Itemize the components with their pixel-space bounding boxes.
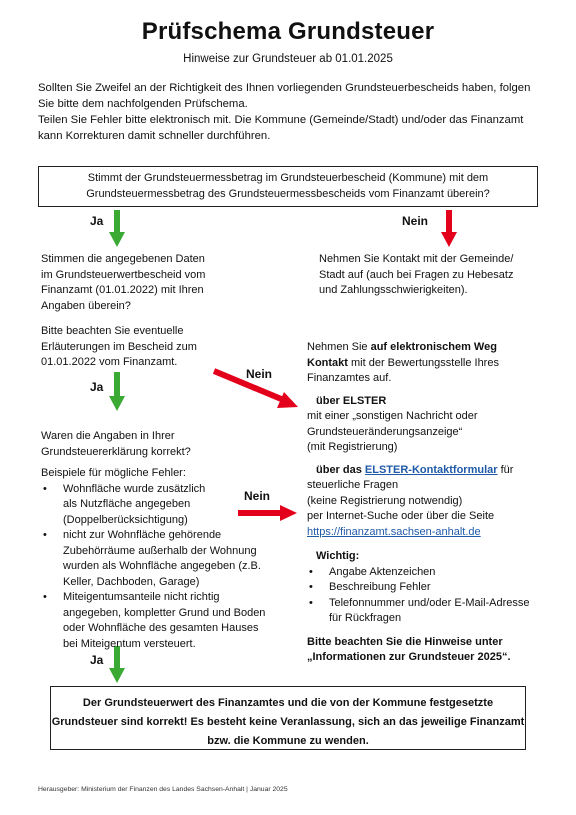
arrow-down-green-icon [109,372,125,412]
list-item: • Telefonnummer und/oder E-Mail-Adresse für Rückfragen [307,596,562,627]
finanzamt-website-link[interactable]: https://finanzamt.sachsen-anhalt.de [307,525,481,538]
result-box: Der Grundsteuerwert des Finanzamtes und die von der Kommune festgesetzte Grundsteuer sind korrekt! Es besteht keine Veranlassung, sich an das jeweilige Finanzamt bzw. die Kommune zu wenden. [50,686,526,750]
arrow-down-red-icon [441,210,457,248]
list-item: • Wohnfläche wurde zusätzlich als Nutzfläche angegeben (Doppelberücksichtigung) [41,482,271,529]
label-ja-3: Ja [90,653,104,667]
elster-kontaktformular-link[interactable]: ELSTER-Kontaktformular [364,463,498,476]
list-item: • Angabe Aktenzeichen [307,565,562,581]
question-grundsteuererklaerung: Waren die Angaben in Ihrer Grundsteuererklärung korrekt? Beispiele für mögliche Fehler: • Wohnfläche wurde zusätzlich als Nutzfläche angegeben (Doppelberücksichtigung) • nicht zur Wohnfläche gehörende Zubehörräume außerhalb der Wohnung wurden als Wohnfläche angegeben (z.B. Keller, Dachboden, Garage) • Miteigentumsanteile nicht richtig angegeben, kompletter Grund und Boden oder Wohnfläche des gesamten Hauses bei Miteigentum versteuert. [41,429,271,652]
label-nein-3: Nein [244,489,271,503]
footer-publisher: Herausgeber: Ministerium der Finanzen des Landes Sachsen-Anhalt | Januar 2025 [38,786,288,793]
label-nein-2: Nein [246,367,273,381]
elster-heading: über ELSTER [316,394,387,407]
hint-informationen: Bitte beachten Sie die Hinweise unter „Informationen zur Grundsteuer 2025“. [307,635,511,663]
arrow-down-green-icon [109,210,125,248]
question-grundsteuerwertbescheid: Stimmen die angegebenen Daten im Grundsteuerwertbescheid vom Finanzamt (01.01.2022) mit Ihren Angaben überein? Bitte beachten Sie eventuelle Erläuterungen im Bescheid zum 01.01.2022 vom Finanzamt. [41,253,206,368]
page-title: Prüfschema Grundsteuer [141,18,435,45]
label-nein-1: Nein [402,214,429,228]
wichtig-list [307,565,562,627]
error-examples-list [41,482,271,653]
arrow-diagonal-red-icon [210,365,300,410]
label-ja-1: Ja [90,214,104,228]
list-item: • Miteigentumsanteile nicht richtig angegeben, kompletter Grund und Boden oder Wohnfläche des gesamten Hauses bei Miteigentum versteuert. [41,590,271,652]
label-ja-2: Ja [90,380,104,394]
wichtig-heading: Wichtig: [316,550,360,562]
page-subtitle: Hinweise zur Grundsteuer ab 01.01.2025 [183,53,393,65]
list-item: • Beschreibung Fehler [307,580,562,596]
intro-text: Sollten Sie Zweifel an der Richtigkeit des Ihnen vorliegenden Grundsteuerbescheids haben, folgen Sie bitte dem nachfolgenden Prüfschema. Teilen Sie Fehler bitte elektronisch mit. Die Kommune (Gemeinde/Stadt) und/oder das Finanzamt kann Korrekturen damit schneller durchführen. [38,82,531,142]
question-box-messbetrag: Stimmt der Grundsteuermessbetrag im Grundsteuerbescheid (Kommune) mit dem Grundsteuermessbetrag des Grundsteuermessbescheids vom Finanzamt überein? [38,166,538,207]
contact-kommune-text: Nehmen Sie Kontakt mit der Gemeinde/ Stadt auf (auch bei Fragen zu Hebesatz und Zahlungsschwierigkeiten). [319,253,514,296]
list-item: • nicht zur Wohnfläche gehörende Zubehörräume außerhalb der Wohnung wurden als Wohnfläche angegeben (z.B. Keller, Dachboden, Garage) [41,528,271,590]
contact-finanzamt-text: Nehmen Sie auf elektronischem Weg Kontakt mit der Bewertungsstelle Ihres Finanzamtes auf. über ELSTER mit einer „sonstigen Nachricht oder Grundsteueränderungsanzeige“ (mit Registrierung) über das ELSTER-Kontaktformular für steuerliche Fragen (keine Registrierung notwendig) per Internet-Suche oder über die Seite https://finanzamt.sachsen-anhalt.de Wichtig: • Angabe Aktenzeichen • Beschreibung Fehler • Telefonnummer und/oder E-Mail-Adresse für Rückfragen Bitte beachten Sie die Hinweise unter „Informationen zur Grundsteuer 2025“. [307,340,562,666]
